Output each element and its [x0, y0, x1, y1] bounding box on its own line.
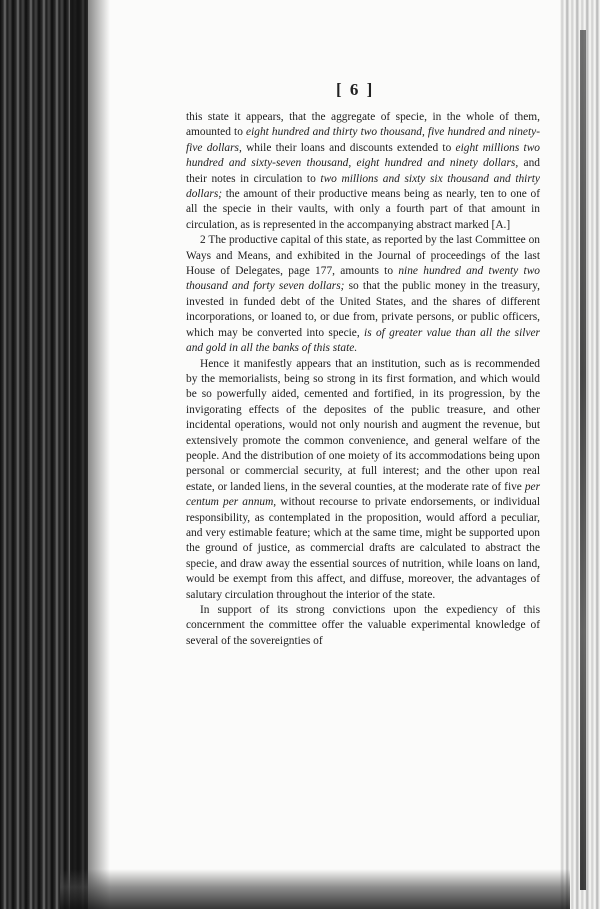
- paragraph-2-seg-4: is of greater value than all the silver and gold in all the banks of this state.: [186, 326, 540, 355]
- paragraph-1: [186, 110, 540, 233]
- paragraph-3-seg-1: Hence it manifestly appears that an institution, such as is recommended by the memorialists, being so strong in its first formation, and which would be so powerfully aided, cemented and fortified, in its progression, by the invigorating effects of the deposites of the public treasure, and other incidental operations, would not only nourish and augment the revenue, but extensively promote the common convenience, and general welfare of the people. And the distribution of one moiety of its accommodations being upon personal or commercial security, at full interest; and the other upon real estate, or landed liens, in the several counties, at the moderate rate of five: [186, 357, 540, 493]
- paragraph-2-seg-2: nine hundred and twenty two thousand and forty seven dollars;: [186, 265, 540, 293]
- paragraph-1-seg-7: the amount of their productive means being as nearly, ten to one of all the specie in their vaults, with only a fourth part of that amount in circulation, as is represented in the accompanying abstract marked [A.]: [186, 188, 540, 231]
- paragraph-2-seg-3: so that the public money in the treasury, invested in funded debt of the United States, and the shares of different incorporations, or loaned to, or due from, private persons, or public officers, which may be converted into specie,: [186, 280, 540, 339]
- paragraph-1-seg-4: eight millions two hundred and sixty-seven thousand, eight hundred and ninety dollars,: [186, 141, 540, 170]
- paragraph-2: [186, 233, 540, 356]
- page-edge-bottom: [60, 869, 570, 909]
- page-edge-shadow: [580, 30, 586, 890]
- paragraph-4-seg-1: In support of its strong convictions upon the expediency of this concernment the committee offer the valuable experimental knowledge of several of the sovereignties of: [186, 604, 540, 647]
- paragraph-1-seg-5: and their notes in circulation to: [186, 157, 540, 185]
- binding-shadow: [70, 0, 110, 909]
- paragraph-1-seg-6: two millions and sixty six thousand and thirty dollars;: [186, 172, 540, 201]
- paragraph-3: [186, 357, 540, 604]
- paragraph-4: [186, 603, 540, 649]
- paragraph-1-seg-3: while their loans and discounts extended to: [241, 141, 456, 154]
- page-number: [ 6 ]: [336, 80, 375, 99]
- paragraph-1-seg-1: this state it appears, that the aggregate of specie, in the whole of them, amounted to: [186, 111, 540, 139]
- paragraph-2-seg-1: 2 The productive capital of this state, as reported by the last Committee on Ways and Means, and exhibited in the Journal of proceedings of the last House of Delegates, page 177, amounts to: [186, 234, 540, 278]
- paragraph-1-seg-2: eight hundred and thirty two thousand, five hundred and ninety-five dollars,: [186, 126, 540, 154]
- body-text: [186, 110, 540, 649]
- paragraph-3-seg-3: without recourse to private endorsements, or individual responsibility, as contemplated in the proposition, would afford a peculiar, and very estimable feature; which at the same time, might be supported upon the ground of justice, as commercial drafts are calculated to abstract the specie, and draw away the essential sources of nutrition, while loans on land, would be exempt from this affect, and diffuse, moreover, the advantages of salutary circulation throughout the interior of the state.: [186, 496, 540, 601]
- paragraph-3-seg-2: per centum per annum,: [186, 480, 540, 509]
